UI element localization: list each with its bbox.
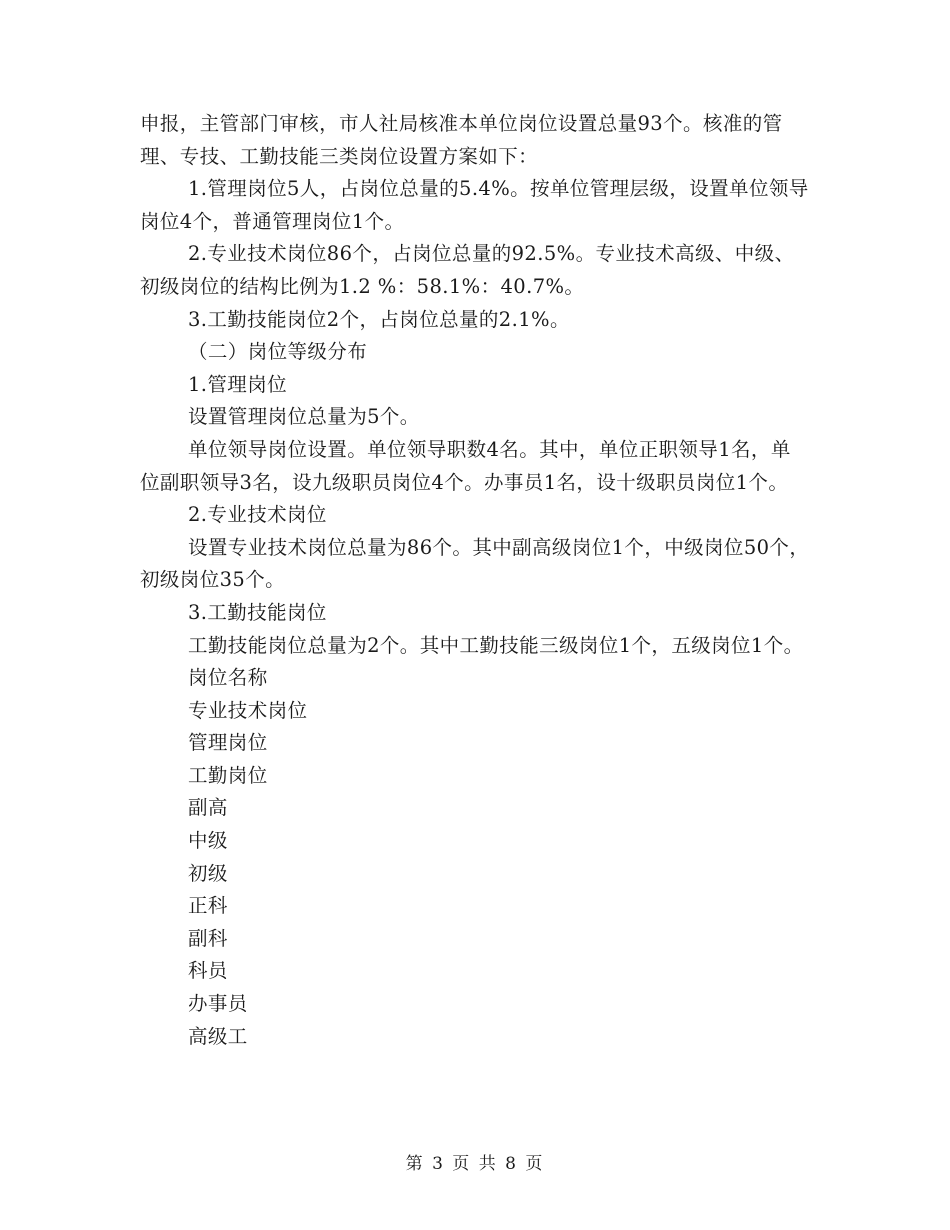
page-number-footer: 第 3 页 共 8 页 (405, 1154, 545, 1174)
table-label: 初级 (188, 861, 228, 885)
paragraph-6: 设置管理岗位总量为5个。 (188, 405, 420, 429)
paragraph-7: 单位领导岗位设置。单位领导职数4名。其中，单位正职领导1名，单位副职领导3名，设九级职员岗位4个。办事员1名，设十级职员岗位1个。 (140, 437, 791, 494)
table-label: 副高 (188, 796, 228, 820)
table-label: 办事员 (188, 992, 248, 1016)
subheading-management: 1.管理岗位 (188, 372, 288, 396)
table-label: 副科 (188, 926, 228, 950)
subheading-professional: 2.专业技术岗位 (188, 503, 327, 527)
subheading-worker: 3.工勤技能岗位 (188, 600, 327, 624)
paragraph-9: 设置专业技术岗位总量为86个。其中副高级岗位1个，中级岗位50个，初级岗位35个。 (140, 535, 810, 592)
table-label: 专业技术岗位 (188, 698, 308, 722)
paragraph-3: 3.工勤技能岗位2个，占岗位总量的2.1%。 (188, 307, 570, 331)
section-heading-grade-distribution: （二）岗位等级分布 (188, 340, 368, 364)
table-label: 中级 (188, 829, 228, 853)
document-body (140, 108, 810, 1053)
table-label: 工勤岗位 (188, 763, 268, 787)
table-label: 科员 (188, 959, 228, 983)
table-label: 管理岗位 (188, 731, 268, 755)
table-label: 岗位名称 (188, 666, 268, 690)
table-label: 正科 (188, 894, 228, 918)
paragraph-0: 申报，主管部门审核，市人社局核准本单位岗位设置总量93个。核准的管理、专技、工勤技能三类岗位设置方案如下： (140, 112, 783, 168)
paragraph-2: 2.专业技术岗位86个，占岗位总量的92.5%。专业技术高级、中级、初级岗位的结构比例为1.2 %：58.1%：40.7%。 (140, 242, 795, 298)
paragraph-11: 工勤技能岗位总量为2个。其中工勤技能三级岗位1个，五级岗位1个。 (188, 633, 804, 657)
paragraph-1: 1.管理岗位5人，占岗位总量的5.4%。按单位管理层级，设置单位领导岗位4个，普通管理岗位1个。 (140, 177, 809, 233)
table-labels-list (140, 662, 810, 1053)
table-label: 高级工 (188, 1024, 248, 1048)
